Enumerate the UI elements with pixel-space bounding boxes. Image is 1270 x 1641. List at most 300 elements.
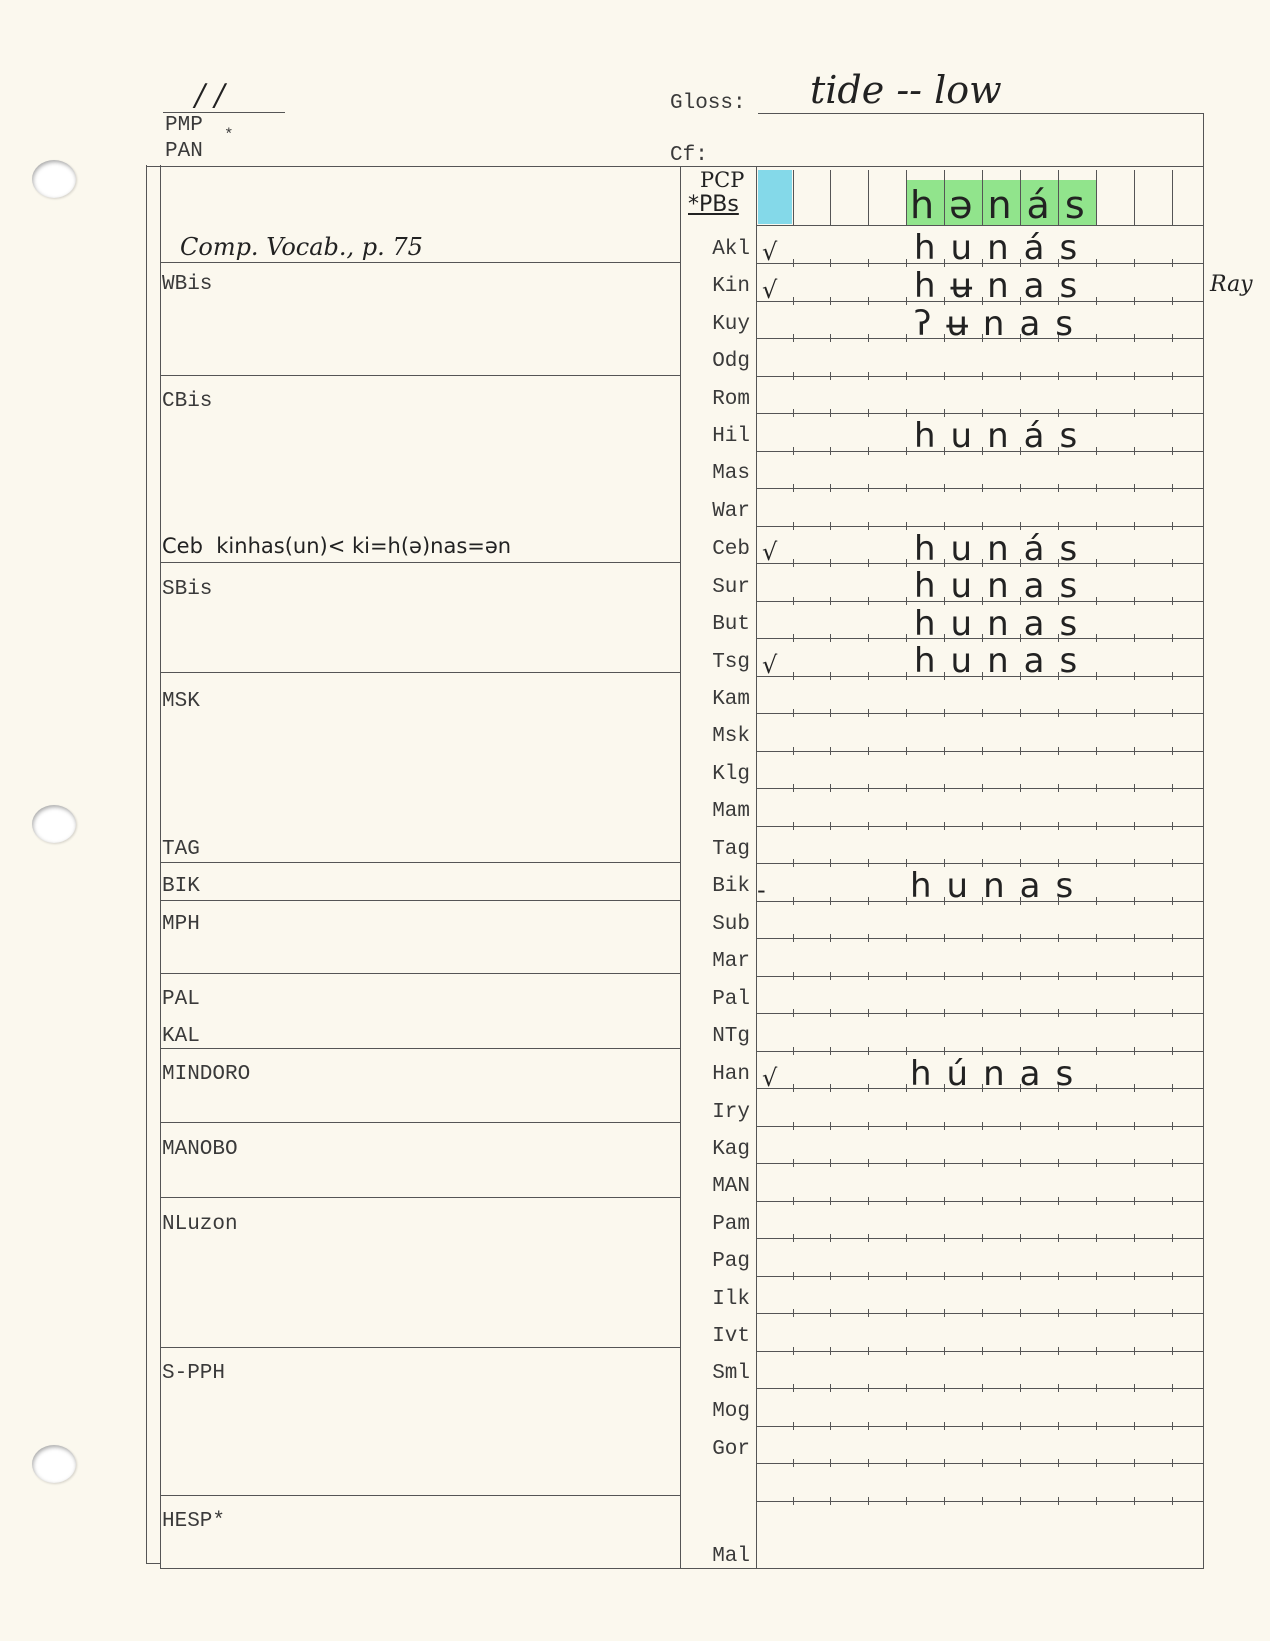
tick-mark [1058,934,1059,942]
gloss-value: tide -- low [810,68,1002,112]
tick-mark [1134,709,1135,717]
left-separator [160,672,680,673]
tick-mark [830,1197,831,1205]
rule-line [756,1351,1203,1352]
tick-mark [1020,747,1021,755]
tick-mark [793,484,794,492]
tick-mark [1172,897,1173,905]
tick-mark [1172,709,1173,717]
rule-line [756,526,1203,527]
tick-mark [1020,1347,1021,1355]
tick-mark [830,259,831,267]
tick-mark [793,1122,794,1130]
tick-mark [830,859,831,867]
tick-mark [1172,297,1173,305]
tick-mark [1020,1497,1021,1505]
tick-mark [1172,1197,1173,1205]
tick-mark [944,1234,945,1242]
tick-mark [906,784,907,792]
tick-mark [868,1197,869,1205]
tick-mark [1058,1197,1059,1205]
tick-mark [793,1047,794,1055]
lang-label: Han [712,1063,750,1086]
lang-label: NTg [712,1025,750,1048]
check-mark: √ [762,651,778,679]
group-label: HESP* [162,1510,226,1533]
ceb-note: Ceb kinhas(un)< ki=h(ə)nas=ən [162,534,512,558]
tick-mark [1096,1159,1097,1167]
left-separator [160,1122,680,1123]
tick-mark [1058,822,1059,830]
group-label: S-PPH [162,1362,226,1385]
tick-mark [830,409,831,417]
tick-mark [868,334,869,342]
dash-mark: - [757,876,766,904]
left-separator [160,1347,680,1348]
tick-mark [868,934,869,942]
lang-label: Hil [712,425,750,448]
tick-mark [1058,1122,1059,1130]
tick-mark [1134,1009,1135,1017]
tick-mark [944,484,945,492]
tick-mark [1096,634,1097,642]
gloss-label: Gloss: [670,92,746,115]
tick-mark [906,747,907,755]
tick-mark [1134,1384,1135,1392]
reconstruction-label-pcp: PCP [700,168,745,192]
tick-mark [1020,1197,1021,1205]
pmp-star: * [224,126,234,144]
group-label: SBis [162,578,213,601]
rule-line [756,1426,1203,1427]
tick-mark [1058,1234,1059,1242]
tick-mark [793,1384,794,1392]
tick-mark [793,1459,794,1467]
tick-mark [1134,597,1135,605]
tick-mark [906,1347,907,1355]
tick-mark [982,1122,983,1130]
tick-mark [868,409,869,417]
tick-mark [982,1272,983,1280]
tick-mark [982,934,983,942]
reconstruction-form: hənás [910,183,1100,227]
tick-mark [830,1122,831,1130]
lang-label: Mar [712,950,750,973]
tick-mark [982,372,983,380]
gloss-underline [758,113,1203,114]
reconstruction-cell-divider [944,170,945,225]
reconstruction-cell-divider [1020,170,1021,225]
reconstruction-cell-divider [1096,170,1097,225]
tick-mark [906,822,907,830]
tick-mark [906,1272,907,1280]
tick-mark [1020,1009,1021,1017]
tick-mark [793,559,794,567]
tick-mark [906,1309,907,1317]
tick-mark [868,822,869,830]
lang-label: Msk [712,725,750,748]
tick-mark [1172,634,1173,642]
tick-mark [1096,1234,1097,1242]
tick-mark [1134,522,1135,530]
tick-mark [1020,1384,1021,1392]
reconstruction-cell-divider [982,170,983,225]
tick-mark [982,1234,983,1242]
tick-mark [793,1197,794,1205]
tick-mark [830,1159,831,1167]
tick-mark [1020,1122,1021,1130]
tick-mark [1172,672,1173,680]
tick-mark [1096,1197,1097,1205]
tick-mark [868,972,869,980]
rule-line [756,1051,1203,1052]
tick-mark [1020,709,1021,717]
tick-mark [1134,1347,1135,1355]
tick-mark [1134,1197,1135,1205]
reconstruction-cell-divider [1058,170,1059,225]
tick-mark [1172,1384,1173,1392]
tick-mark [1172,559,1173,567]
tick-mark [1096,784,1097,792]
tick-mark [944,1009,945,1017]
tick-mark [793,672,794,680]
source-note: Comp. Vocab., p. 75 [180,233,423,261]
tick-mark [906,972,907,980]
rule-line [756,826,1203,827]
tick-mark [830,634,831,642]
reconstruction-baseline [756,225,1203,226]
tick-mark [1134,747,1135,755]
tick-mark [1020,1272,1021,1280]
tick-mark [1020,1309,1021,1317]
lang-label: But [712,613,750,636]
tick-mark [1096,559,1097,567]
lang-label: Pam [712,1213,750,1236]
lang-label: Sub [712,913,750,936]
tick-mark [1134,484,1135,492]
tick-mark [1134,334,1135,342]
left-separator [160,900,680,901]
tick-mark [793,1159,794,1167]
reconstruction-cell-divider [1172,170,1173,225]
tick-mark [1096,522,1097,530]
check-mark: √ [762,276,778,304]
reconstruction-label-pbs: *PBs [688,192,739,217]
tick-mark [1096,1122,1097,1130]
tick-mark [944,972,945,980]
tick-mark [830,1047,831,1055]
tick-mark [830,1459,831,1467]
tick-mark [906,1122,907,1130]
tick-mark [982,1009,983,1017]
tick-mark [1172,522,1173,530]
tick-mark [1172,1459,1173,1467]
tick-mark [982,1159,983,1167]
tick-mark [944,1347,945,1355]
tick-mark [906,709,907,717]
tick-mark [1058,1422,1059,1430]
tick-mark [830,1272,831,1280]
tick-mark [1172,259,1173,267]
tick-mark [1172,484,1173,492]
tick-mark [944,1384,945,1392]
left-separator [160,1495,680,1496]
tick-mark [944,1497,945,1505]
tick-mark [793,747,794,755]
tick-mark [906,484,907,492]
tick-mark [1172,822,1173,830]
lang-label: Sml [712,1362,750,1385]
lang-label: Kuy [712,313,750,336]
tick-mark [1134,447,1135,455]
tick-mark [793,709,794,717]
tick-mark [830,747,831,755]
tick-mark [1058,1272,1059,1280]
lang-label: Mam [712,800,750,823]
tick-mark [1058,484,1059,492]
cf-label: Cf: [670,144,708,167]
left-separator [160,262,680,263]
rule-line [756,976,1203,977]
tick-mark [868,259,869,267]
group-label: MANOBO [162,1138,238,1161]
tick-mark [868,859,869,867]
tick-mark [1058,1497,1059,1505]
tick-mark [1134,409,1135,417]
tick-mark [944,1159,945,1167]
tick-mark [830,672,831,680]
punch-hole-middle [32,805,76,843]
tick-mark [1096,897,1097,905]
tick-mark [1134,1272,1135,1280]
tick-mark [793,1309,794,1317]
tick-mark [830,447,831,455]
tick-mark [1096,972,1097,980]
left-separator [160,862,680,863]
rule-line [756,1501,1203,1502]
tick-mark [793,409,794,417]
tick-mark [868,634,869,642]
tick-mark [793,1422,794,1430]
tick-mark [1134,1309,1135,1317]
lang-label: Kin [712,275,750,298]
tick-mark [944,1272,945,1280]
tick-mark [793,972,794,980]
tick-mark [906,634,907,642]
lang-label: Odg [712,350,750,373]
tick-mark [1058,1384,1059,1392]
tick-mark [944,1459,945,1467]
frame-bottom [160,1568,1204,1569]
tick-mark [1096,297,1097,305]
tick-mark [793,447,794,455]
group-label: MSK [162,690,200,713]
tick-mark [1172,1309,1173,1317]
tick-mark [1172,334,1173,342]
tick-mark [1096,484,1097,492]
lang-label: Ilk [712,1288,750,1311]
tick-mark [906,259,907,267]
tick-mark [793,259,794,267]
lang-label: Ceb [712,538,750,561]
tick-mark [793,334,794,342]
tick-mark [944,1197,945,1205]
tick-mark [868,1009,869,1017]
frame-middle-left [680,166,681,1568]
rule-line [756,1313,1203,1314]
tick-mark [1058,972,1059,980]
tick-mark [944,822,945,830]
check-mark: √ [762,1064,778,1092]
tick-mark [830,784,831,792]
tick-mark [1134,1047,1135,1055]
reconstruction-cell-divider [830,170,831,225]
group-label: BIK [162,875,200,898]
tick-mark [793,634,794,642]
group-label: MINDORO [162,1063,251,1086]
tick-mark [1172,972,1173,980]
tick-mark [944,784,945,792]
lang-label: Pal [712,988,750,1011]
left-separator [160,375,680,376]
tick-mark [868,484,869,492]
tick-mark [793,1084,794,1092]
group-label: NLuzon [162,1213,238,1236]
form-ceb: hunás [914,529,1093,569]
left-separator [160,562,680,563]
rule-line [756,863,1203,864]
tick-mark [830,1347,831,1355]
tick-mark [1172,1272,1173,1280]
lang-label: Rom [712,388,750,411]
tick-mark [830,1422,831,1430]
tick-mark [906,559,907,567]
tick-mark [982,1197,983,1205]
tick-mark [982,709,983,717]
tick-mark [1134,859,1135,867]
tick-mark [1058,1347,1059,1355]
tick-mark [982,1347,983,1355]
tick-mark [906,1047,907,1055]
rule-line [756,713,1203,714]
rule-line [756,1388,1203,1389]
lang-label: Tag [712,838,750,861]
rule-line [756,1013,1203,1014]
pan-label: PAN [165,140,203,163]
tick-mark [1096,1009,1097,1017]
tick-mark [1134,1159,1135,1167]
tick-mark [868,1122,869,1130]
tick-mark [1096,1084,1097,1092]
tick-mark [868,1234,869,1242]
tick-mark [906,1084,907,1092]
punch-hole-bottom [32,1445,76,1483]
tick-mark [830,1009,831,1017]
tick-mark [793,934,794,942]
tick-mark [793,597,794,605]
tick-mark [1172,597,1173,605]
lang-label: MAN [712,1175,750,1198]
tick-mark [906,1197,907,1205]
tick-mark [1020,1422,1021,1430]
frame-top [146,166,1204,167]
tick-mark [830,1384,831,1392]
tick-mark [830,972,831,980]
form-han: húnas [910,1054,1089,1094]
rule-line [756,788,1203,789]
tick-mark [793,297,794,305]
tick-mark [1172,1084,1173,1092]
tick-mark [868,1347,869,1355]
tick-mark [982,1422,983,1430]
tick-mark [793,784,794,792]
tick-mark [793,1009,794,1017]
tick-mark [868,1159,869,1167]
tick-mark [1096,672,1097,680]
date-underline [163,112,285,113]
pmp-label: PMP [165,114,203,137]
tick-mark [944,709,945,717]
tick-mark [1134,784,1135,792]
tick-mark [830,334,831,342]
tick-mark [1096,709,1097,717]
tick-mark [830,1084,831,1092]
tick-mark [868,672,869,680]
tick-mark [793,859,794,867]
blue-highlight [758,170,792,224]
rule-line [756,751,1203,752]
reconstruction-cell-divider [793,170,794,225]
reconstruction-cell-divider [1134,170,1135,225]
frame-left-outer [146,165,147,1563]
tick-mark [830,522,831,530]
tick-mark [906,1459,907,1467]
tick-mark [1096,1384,1097,1392]
tick-mark [793,1497,794,1505]
lang-label: Kag [712,1138,750,1161]
tick-mark [1096,1272,1097,1280]
tick-mark [906,372,907,380]
tick-mark [982,1384,983,1392]
left-separator [160,1197,680,1198]
frame-bottom-left [146,1563,160,1564]
tick-mark [944,372,945,380]
tick-mark [868,1422,869,1430]
tick-mark [1134,1422,1135,1430]
tick-mark [868,559,869,567]
tick-mark [906,334,907,342]
tick-mark [868,897,869,905]
tick-mark [1172,1234,1173,1242]
group-label: CBis [162,390,213,413]
tick-mark [1096,1459,1097,1467]
reconstruction-cell-divider [868,170,869,225]
tick-mark [1134,372,1135,380]
tick-mark [1172,784,1173,792]
tick-mark [868,1497,869,1505]
tick-mark [982,784,983,792]
tick-mark [906,297,907,305]
tick-mark [1096,1422,1097,1430]
tick-mark [1096,822,1097,830]
tick-mark [868,1384,869,1392]
tick-mark [830,1309,831,1317]
group-label: MPH [162,913,200,936]
tick-mark [1020,972,1021,980]
tick-mark [1172,1497,1173,1505]
tick-mark [944,747,945,755]
tick-mark [906,672,907,680]
